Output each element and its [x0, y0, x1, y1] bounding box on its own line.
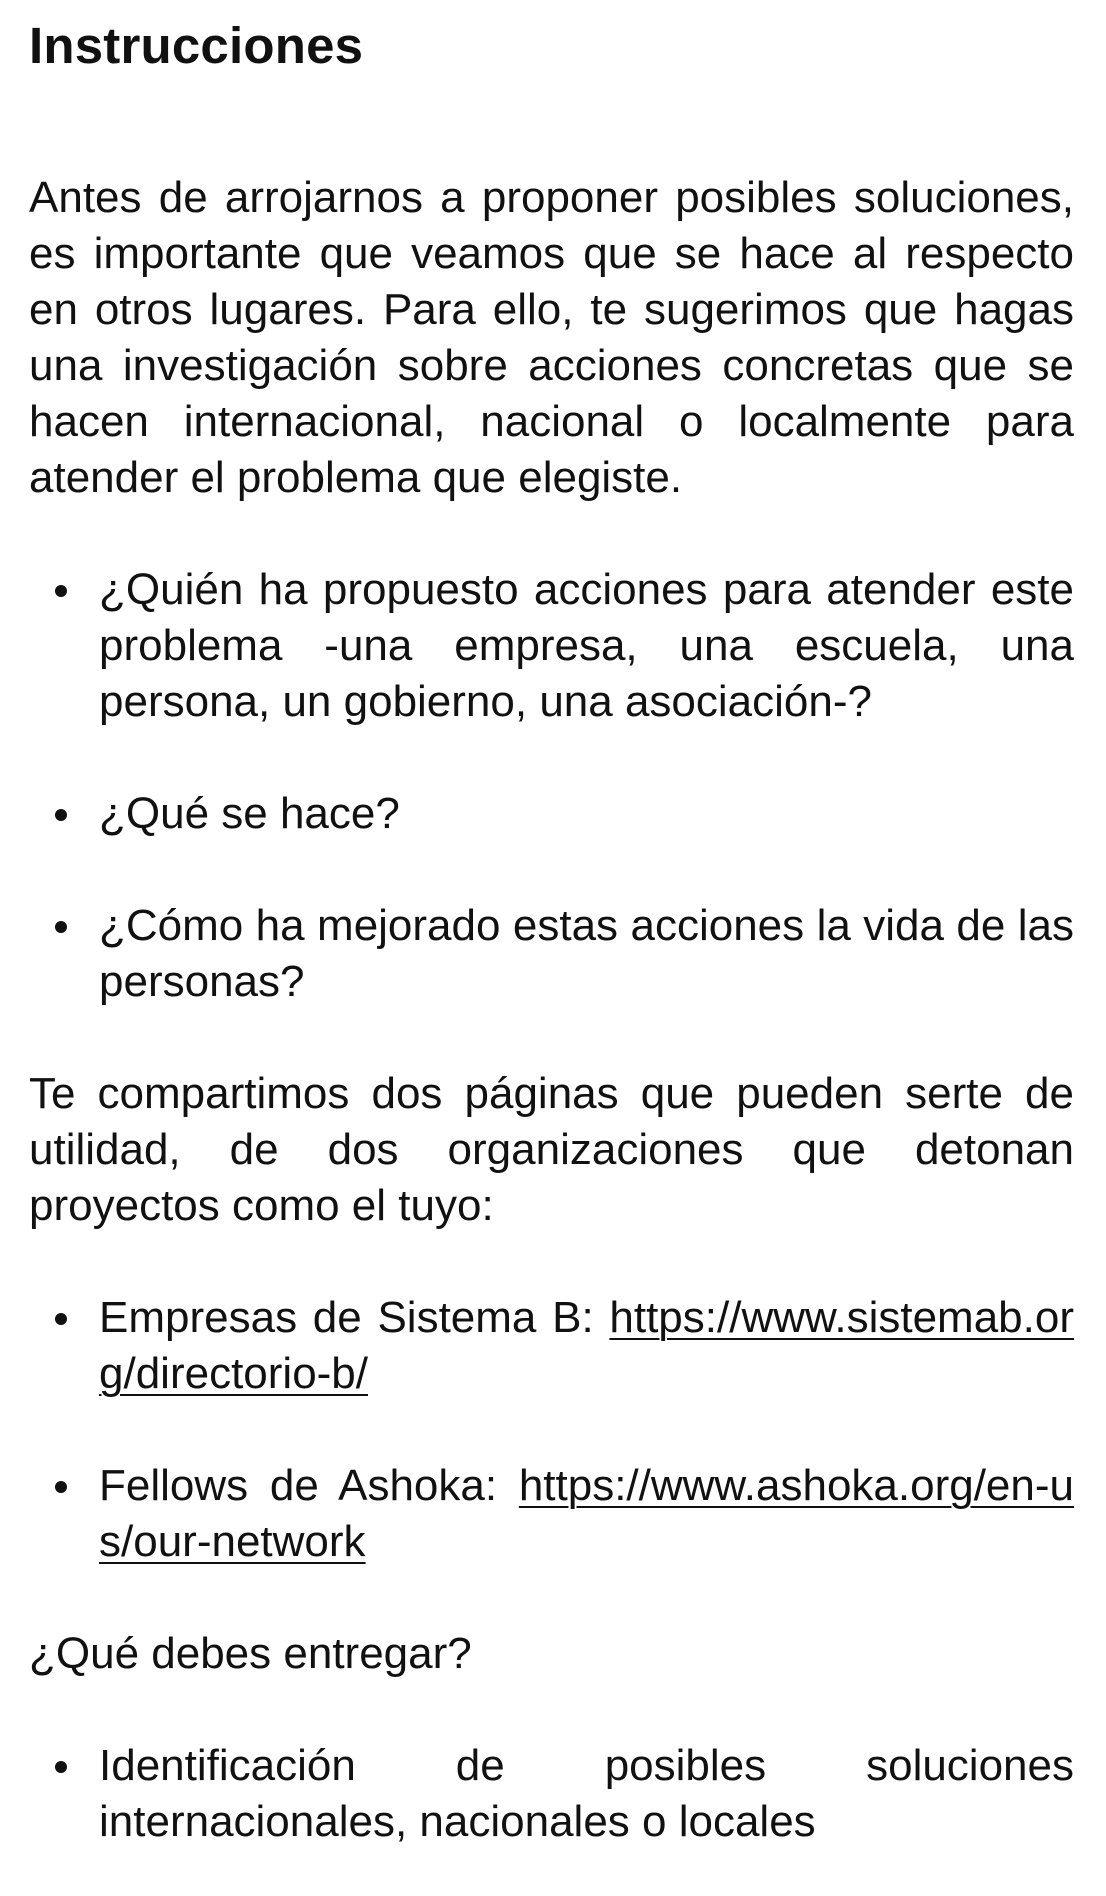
questions-list	[29, 562, 1074, 1010]
question-text: ¿Qué se hace?	[99, 789, 400, 838]
spacer	[29, 1570, 1074, 1626]
list-item	[29, 786, 1074, 842]
bullet-icon	[55, 809, 67, 821]
resources-list	[29, 1290, 1074, 1570]
resource-label: Empresas de Sistema B:	[99, 1293, 610, 1342]
question-text: ¿Cómo ha mejorado estas acciones la vida de las personas?	[99, 901, 1074, 1006]
sistema-b-link[interactable]: https://www.sistemab.org/directorio-b/	[99, 1293, 1074, 1398]
resource-label: Fellows de Ashoka:	[99, 1461, 519, 1510]
bullet-icon	[55, 1761, 67, 1773]
spacer	[29, 506, 1074, 562]
list-item	[29, 1738, 1074, 1850]
deliverables-list	[29, 1738, 1074, 1850]
spacer	[29, 1234, 1074, 1290]
bullet-icon	[55, 921, 67, 933]
list-item	[29, 1458, 1074, 1570]
bullet-icon	[55, 1481, 67, 1493]
list-item	[29, 562, 1074, 730]
list-item	[29, 898, 1074, 1010]
bullet-icon	[55, 585, 67, 597]
ashoka-link[interactable]: https://www.ashoka.org/en-us/our-network	[99, 1461, 1074, 1566]
bullet-icon	[55, 1313, 67, 1325]
spacer	[29, 86, 1074, 170]
page-title: Instrucciones	[29, 17, 364, 74]
question-text: ¿Quién ha propuesto acciones para atender este problema -una empresa, una escuela, una persona, un gobierno, una asociación-?	[99, 565, 1074, 726]
intro-paragraph: Antes de arrojarnos a proponer posibles soluciones, es importante que veamos que se hace al respecto en otros lugares. Para ello, te sugerimos que hagas una investigación sobre acciones concretas que se hacen internacional, nacional o localmente para atender el problema que elegiste.	[29, 173, 1074, 502]
spacer	[29, 1682, 1074, 1738]
list-item	[29, 1290, 1074, 1402]
spacer	[29, 1010, 1074, 1066]
deliver-heading: ¿Qué debes entregar?	[29, 1629, 472, 1678]
share-paragraph: Te compartimos dos páginas que pueden serte de utilidad, de dos organizaciones que detonan proyectos como el tuyo:	[29, 1069, 1074, 1230]
deliverable-text: Identificación de posibles soluciones internacionales, nacionales o locales	[99, 1741, 1074, 1846]
